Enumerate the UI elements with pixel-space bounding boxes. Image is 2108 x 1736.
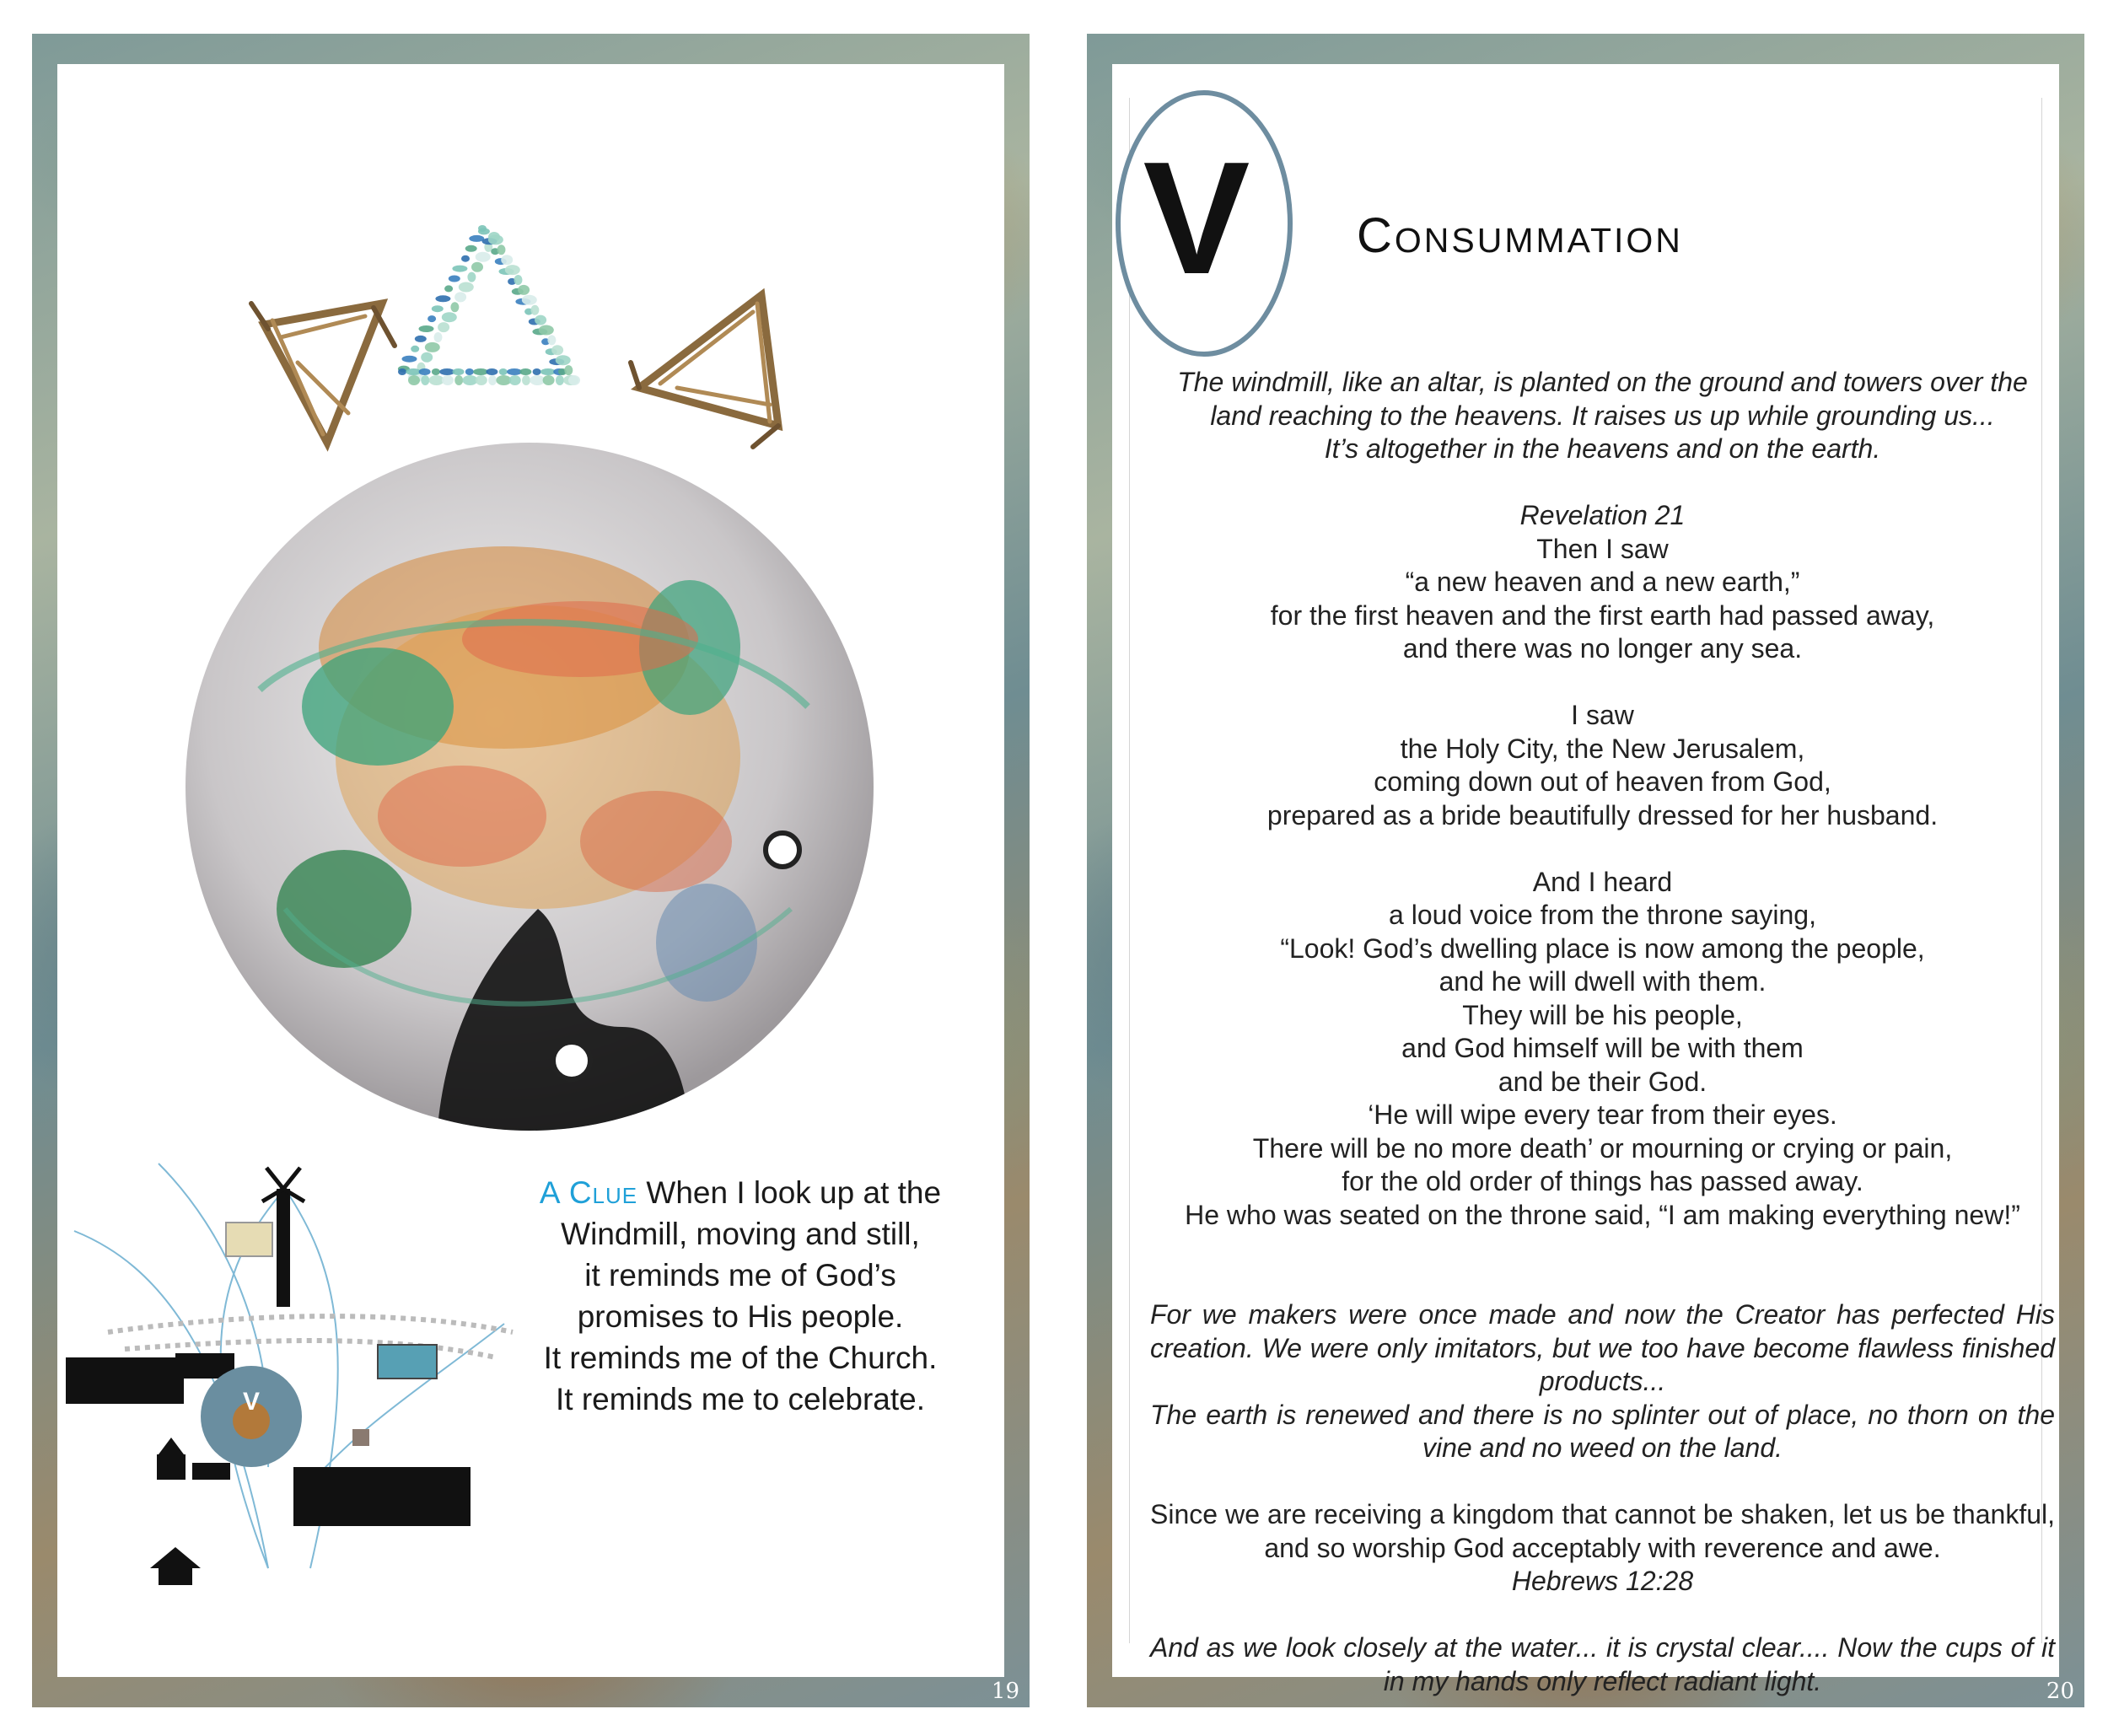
verse-line: prepared as a bride beautifully dressed for her husband. [1266,799,1939,830]
verse-line: a loud voice from the throne saying, [1389,900,1816,930]
verse-line: He who was seated on the throne said, “I am making everything new!” [1185,1199,2020,1230]
reflection-paragraph: The earth is renewed and there is no splinter out of place, no thorn on the vine and no weed on the land. [1150,1399,2055,1463]
clue-line: it reminds me of God’s [584,1258,896,1293]
verse-line: and he will dwell with them. [1438,966,1767,997]
clue-text-block [492,1172,989,1420]
sea-glass-triangle-image [390,219,584,388]
windmill-town-map-illustration [57,1130,517,1602]
verse-line: and there was no longer any sea. [1402,633,1803,664]
driftwood-triangle-image [626,287,787,455]
verse-line: the Holy City, the New Jerusalem, [1400,733,1805,764]
body-text [1150,366,2055,1698]
hebrews-quote: Since we are receiving a kingdom that cannot be shaken, let us be thankful, and so worship God acceptably with reverence and awe. [1150,1499,2055,1563]
clue-line: It reminds me to celebrate. [555,1382,926,1416]
intro-line: It’s altogether in the heavens and on the earth. [1324,433,1881,464]
verse-line: coming down out of heaven from God, [1374,766,1831,797]
page-number: 19 [991,1679,1019,1704]
verse-line: “a new heaven and a new earth,” [1405,567,1800,597]
page-number: 20 [2046,1679,2074,1704]
driftwood-triangle-image [247,287,407,455]
scripture-reference: Revelation 21 [1519,500,1686,530]
verse-line: and God himself will be with them [1401,1033,1804,1063]
hebrews-reference: Hebrews 12:28 [1511,1566,1694,1596]
right-page-panel [1112,64,2059,1696]
verse-line: They will be his people, [1462,999,1743,1030]
svg-text:V: V [242,1388,261,1416]
verse-line: ‘He will wipe every tear from their eyes. [1368,1099,1837,1130]
chapter-numeral: V [1143,129,1250,308]
verse-line: Then I saw [1536,533,1669,564]
verse-line: and be their God. [1498,1066,1707,1097]
verse-line: for the first heaven and the first earth had passed away, [1270,599,1935,631]
intro-line: The windmill, like an altar, is planted on the ground and towers over the [1177,367,2028,397]
verse-line: And I heard [1532,866,1673,897]
chapter-title: Consummation [1357,208,1683,263]
clue-line: When I look up at the [646,1175,942,1210]
verse-line: for the old order of things has passed away. [1342,1166,1863,1196]
clue-first-line [492,1172,989,1213]
verse-line: There will be no more death’ or mourning or crying or pain, [1252,1132,1953,1164]
verse-line: I saw [1571,700,1634,730]
verse-line: “Look! God’s dwelling place is now among the people, [1280,932,1925,964]
clue-line: Windmill, moving and still, [561,1217,920,1251]
closing-paragraph: And as we look closely at the water... it is crystal clear.... Now the cups of it in my hands only reflect radiant light. [1150,1632,2055,1696]
intro-line: land reaching to the heavens. It raises us up while grounding us... [1210,400,1995,431]
clue-line: It reminds me of the Church. [543,1341,938,1375]
reflection-paragraph: For we makers were once made and now the Creator has perfected His creation. We were only imitators, but we too have become flawless finished products... [1150,1299,2055,1396]
sea-glass-globe-image [184,437,875,1137]
clue-line: promises to His people. [577,1299,904,1334]
chapter-numeral-badge [1114,88,1295,359]
right-page [1087,34,2084,1707]
left-page [32,34,1030,1707]
clue-heading: A Clue [539,1175,638,1210]
